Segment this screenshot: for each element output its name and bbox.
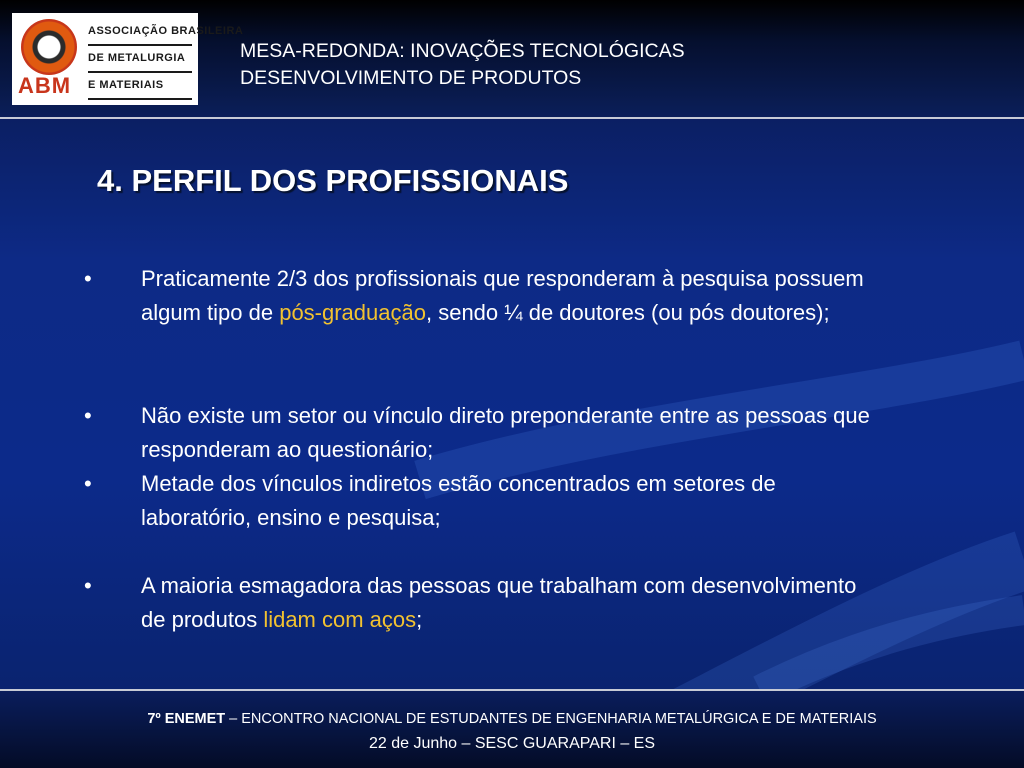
bullet-text: Não existe um setor ou vínculo direto preponderante entre as pessoas que responderam ao questionário; [141, 403, 870, 462]
header-title-line-2: DESENVOLVIMENTO DE PRODUTOS [240, 67, 582, 89]
bullet-text-part: , sendo ¼ de doutores (ou pós doutores); [425, 300, 830, 325]
footer-event-line [0, 711, 1024, 727]
bullet-text: Metade dos vínculos indiretos estão concentrados em setores de laboratório, ensino e pesquisa; [141, 471, 776, 530]
logo-line-3: E MATERIAIS [88, 73, 192, 100]
footer [0, 691, 1024, 768]
footer-date-location: 22 de Junho – SESC GUARAPARI – ES [368, 735, 656, 752]
logo-line-1: ASSOCIAÇÃO BRASILEIRA [88, 19, 192, 46]
section-title: 4. PERFIL DOS PROFISSIONAIS [97, 163, 569, 198]
bullet-icon: • [84, 266, 92, 291]
header-title-line-1: MESA-REDONDA: INOVAÇÕES TECNOLÓGICAS [240, 40, 685, 62]
bullet-text-part: A maioria esmagadora das pessoas que trabalham com desenvolvimento de produtos [141, 573, 857, 632]
bullet-highlight: pós-graduação [279, 300, 426, 325]
bullet-icon: • [84, 403, 92, 428]
footer-event-description: – ENCONTRO NACIONAL DE ESTUDANTES DE ENGENHARIA METALÚRGICA E DE MATERIAIS [225, 711, 877, 727]
bullet-text-part: Praticamente 2/3 dos profissionais que responderam à pesquisa possuem algum tipo de [141, 266, 864, 325]
bullet-icon: • [84, 573, 92, 598]
bullet-text [141, 262, 881, 330]
bullet-highlight: lidam com aços [263, 607, 417, 632]
footer-event-name: 7º ENEMET [147, 711, 226, 727]
logo-mark: ABM [18, 73, 72, 98]
logo-line-2: DE METALURGIA [88, 46, 192, 73]
bullet-text-part: ; [416, 607, 423, 632]
bullet-text [141, 569, 881, 637]
bullet-icon: • [84, 471, 92, 496]
